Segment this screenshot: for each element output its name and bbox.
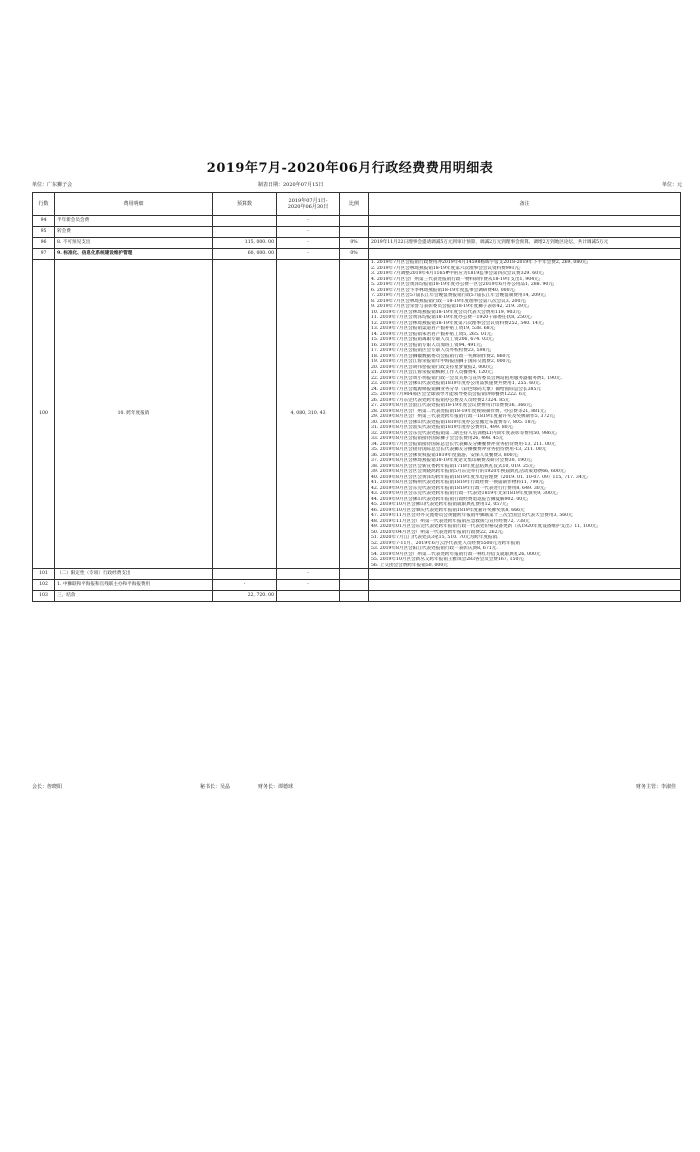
row-name: 三、结余 [55,591,213,602]
header-actual [277,193,340,216]
detail-line: 46. 2019年10月区会肇庆代表处跨年报销1819年度嘉许奖牌奖状8, 666元 [371,507,525,513]
detail-line: 13. 2019年7月区会报销渠道君产假补贴工资19, 538. 68元; [371,326,496,331]
row-no: 94 [33,216,55,227]
detail-line: 8. 2019年7月区会林琦燕报销行政一18-19年度理事会第八次会议3, 200元; [371,298,527,304]
row-actual: - [277,249,340,260]
row-name: 半年新会员会费 [55,216,213,227]
date-label: 制表日期：2020年07月15日 [258,182,324,188]
detail-line: 41. 2019年8月区会梅州代表处跨年报销1819年行政经费一换届制作物料11, 799元; [371,480,545,485]
row-actual: - [277,227,340,238]
detail-line: 36. 2019年8月区会佛贸权报销1819年度旅游、安保人员餐费3, 800元; [371,452,519,458]
row-name: （二）限定性（专项）行政经费支出 [55,569,213,580]
detail-line: 25. 2019年7月904邢区会全球领导才能领导委员会报销讲师餐费1222. 6元 [371,392,527,397]
row-ratio [340,260,369,569]
row-no: 100 [33,260,55,569]
row-ratio: 0% [340,238,369,249]
detail-line: 43. 2019年9月区会东莞代表处跨年报销行政一代表处1819年光荣1819年度颁奖9, 300元; [371,491,558,496]
accountant-signature: 财务主管：李淑佳 [635,784,676,790]
detail-line: 47. 2019年11月区会对外交流委员会黄健跨年报销中狮联第十三次全国会员代表大会费用3, 560元 [371,513,573,518]
currency-label: 单位：元 [661,182,682,188]
detail-line: 40. 2019年8月区会区会黄泽均跨年报销1819年度水电管理费（2019. 01. 10-07. 09）115, 717. 34元; [371,474,588,480]
detail-line: 28. 2019年8月区会广州第二代表处报销18-19年度视频制作费、办公费等21, 881元; [371,408,547,414]
row-detail-list [369,260,681,569]
table-row [33,216,681,227]
header-remark: 备注 [369,193,681,216]
detail-line: 37. 2019年8月区会林琦燕报销18-19年度论文集印刷费及研讨会费30, 190元; [371,458,533,463]
detail-line: 19. 2019年7月区会江蓉荣报销年中海报国狮子国际交流费2, 000元; [371,359,512,364]
detail-line: 1. 2019年7月区会报销行政费用冲2019年4月14598杨晖宇借支2018-2019年下半年会费2, 269, 080元; [371,260,589,265]
detail-line: 35. 2019年8月区会接待国际总会长代表狮友分摊餐费冲业务招待费用-13, 211. 00元 [371,447,547,452]
detail-line: 50. 2020年04月区会广州第一代表处跨年报销行政费22, 262元; [371,529,504,535]
row-remark [369,569,681,580]
row-remark: 2019年11月22日理事会提请调减5万元到审计预算，调减2万元到理事会预算，调增2万到地区论坛，共计调减5万元 [369,238,681,249]
row-budget: 22, 720. 00 [213,591,277,602]
row-actual: - [277,216,340,227]
detail-line: 15. 2019年7月区会报销离职专职人员工资206, 674. 03元; [371,337,495,342]
row-ratio [340,591,369,602]
row-name: 10. 跨年度报销 [55,260,213,569]
detail-line: 34. 2019年7月区会报销接待国际总会长代表狮友分摊餐费冲业务招待费用-13, 211. 00元 [371,441,556,447]
row-ratio [340,216,369,227]
detail-line: 23. 2019年7月区会佛山代表处报销1819年度办公用品快递费共费用1, 255. 60元. [371,381,542,386]
row-no: 97 [33,249,55,260]
cross-year-row [33,260,681,569]
row-remark [369,580,681,591]
detail-line: 32. 2019年8月区会东莞代表处报销第二期主持人培训暨LT内训年度表彰等费用50, 986元; [371,430,558,436]
detail-line: 33. 2019年8月区会报销接待国际狮子会会长费用26, 498. 45元 [371,436,504,441]
row-budget: 60, 000. 00 [213,249,277,260]
row-actual: - [277,238,340,249]
detail-line: 7. 2019年7月区会57届长江年会晚宴费报销行政57届长江年会晚宴制费用14, 209元; [371,293,547,298]
detail-line: 27. 2019年8月区会湛江代表处报销18-19年度会议费费用计印费费36, 366元; [371,403,533,408]
header-ratio: 比例 [340,193,369,216]
row-actual: 4, 080, 310. 43 [277,260,340,569]
row-no: 95 [33,227,55,238]
row-no: 102 [33,580,55,591]
header-row-no: 行数 [33,193,55,216]
detail-line: 26. 2019年7月东莞代表处跨年报销办公费及人员经费27324. 85元 [371,397,510,403]
row-budget [213,227,277,238]
detail-line: 17. 2019年7月区会报销区会专职人员外校检费23, 598元; [371,348,492,353]
row-remark [369,227,681,238]
row-actual: - [277,569,340,580]
detail-line: 3. 2019年7月调整2019年4月1165#中的应为1819监事会第四次会议费329. 60元; [371,271,545,276]
table-row [33,580,681,591]
detail-line: 49. 2020年01月区会东莞代表处跨年报销行政一代表处价格设备更新（从1920年度设备维护支出）11, 100元; [371,524,599,529]
header-row [33,193,681,216]
detail-line: 56. 上交团会会费跨年报销50, 000元 [371,562,448,568]
detail-line: 21. 2019年7月区会江蓉荣报销枫树工作人员餐费4, 120元； [371,370,497,375]
detail-line: 14. 2019年7月区会报销朱君君产假补贴工资5, 265. 01元; [371,331,493,337]
detail-line: 30. 2019年8月区会佛山代表处报销1819年度办公室搬迁布置费等7, 805. 18元; [371,419,537,425]
detail-line: 45. 2019年10月区会佛山代表处跨年报销就职典礼费用12, 057元; [371,502,509,507]
secretary-signature: 秘书长：吴晶 [200,784,231,790]
detail-line: 22. 2019年7月区会周小玥报销行政一会员关系与宣传委员会网站租用服务器服务费1, 190元. [371,375,563,381]
detail-line: 55. 2019年10月区会新丛又跨年报销王雅琪会283各会员会费167, 150元; [371,557,525,562]
header-name: 费用明细 [55,193,213,216]
detail-line: 5. 2019年7月区会黄泽均报销18-19年度办公费一区会2019年6月办公用品1, 288. 90元; [371,282,555,287]
detail-line: 9. 2019年7月区会荣誉与表彰委员会报销18-19年度狮子表彰42, 219. 39元; [371,304,530,309]
row-ratio [340,227,369,238]
detail-line: 54. 2019年9月区会广州第二代表处跨年报销行政一柯红玲借支就职典礼26, 000元 [371,551,541,557]
detail-line: 51. 2020年7月江门代表处其3笔15, 510. 70元为跨年度报销. [371,535,499,540]
row-budget: 115, 000. 00 [213,238,277,249]
row-budget [213,260,277,569]
treasurer-signature: 财务长：谭德球 [258,784,294,790]
detail-line: 42. 2019年9月区会东莞代表处跨年报销1819年行政一代表处行行费用8, 649. 30元; [371,485,546,491]
expense-table [32,192,681,602]
row-name: 转会费 [55,227,213,238]
page-title: 2019年7月-2020年06月行政经费费用明细表 [206,161,494,176]
detail-line: 4. 2019年7月区会广州第三代表处报销行政一物料制作费从18-19年支出1, 904元; [371,276,541,282]
row-no: 96 [33,238,55,249]
row-budget [213,569,277,580]
detail-line: 29. 2019年8月区会广州第三代表处跨年报销行政一1819年度嘉许奖及奖牌制作5, 372元; [371,414,556,419]
row-remark [369,249,681,260]
detail-line: 44. 2019年9月区会佛山代表处跨年报销行政经费退返报告狮夏解902. 00元; [371,496,529,502]
detail-line: 11. 2019年7月区会黄泽均报销18-19年度办公费一1920干部委任状8, 250元; [371,315,532,320]
detail-line: 52. 2019年7-11月、2019年6月云浮代表处人员经费5500元为跨年报销 [371,540,520,546]
header-actual-end: 2020年06月30日 [287,204,329,210]
table-row [33,238,681,249]
row-actual [277,591,340,602]
row-budget [213,216,277,227]
detail-line: 2. 2019年7月区会林琦燕报销18-19年度第六次理事会会议资料费991元; [371,265,521,271]
detail-line: 20. 2019年7月区会胡伟慈报销行政支持星梦童报2, 000元; [371,364,494,370]
detail-line: 18. 2019年7月区会狮徽数据委员会报销行政一奖牌制作费2, 860元 [371,353,511,359]
detail-line: 53. 2019年8月区会阳江代表处报销行政一表彰庆典8, 671元. [371,546,498,551]
header-actual-start: 2019年07月1日- [288,198,328,204]
table-row [33,249,681,260]
row-no: 103 [33,591,55,602]
row-name: 9. 标准化、信息化系统建设维护管理 [55,249,213,260]
table-row [33,569,681,580]
detail-line: 12. 2019年7月区会林琦燕报销18-19年度第六次理事会会议资料费252, 540. 14元; [371,320,545,326]
detail-line: 16. 2019年7月区会报销专职人员加班工资94, 491元; [371,342,483,348]
detail-line: 38. 2019年8月区会区会新宣委跨年报销1718年度总结典礼仪式10, 019. 25元; [371,463,535,469]
unit-label: 单位：广东狮子会 [32,182,73,188]
header-budget: 预算数 [213,193,277,216]
row-ratio: 0% [340,249,369,260]
detail-line: 31. 2019年8月区会汕头代表处报销1819年度办公费用1, 499. 80元; [371,425,514,430]
row-remark [369,216,681,227]
president-signature: 会长：詹晓阳 [32,784,63,790]
row-budget: - [213,580,277,591]
detail-line: 10. 2019年7月区会林琦燕报销18-19年度会员代表大会费用119, 903元; [371,309,522,315]
table-row [33,591,681,602]
detail-line: 39. 2019年8月区会区会黄晓鸿跨年报销5月东莞举行的1920年换届典礼活动策划费66, 600元; [371,469,566,474]
row-remark [369,591,681,602]
detail-line: 48. 2019年11月区会广州第一代表处跨年报销应急救援与宣传经费72, 738元 [371,518,530,524]
row-name: 1. 中狮联和平海报和官残联主办和平海报费用 [55,580,213,591]
row-actual: - [277,580,340,591]
table-row [33,227,681,238]
row-ratio [340,569,369,580]
detail-line: 6. 2019年7月区会卞李林琦燕报销18-19年度监事会调研费40, 000元; [371,287,516,293]
row-no: 101 [33,569,55,580]
detail-line: 24. 2019年7月区会胤源师报销狮业务分享（彩色绿码天象）做给国际总会长385元 [371,386,541,392]
row-name: 8. 不可预见支出 [55,238,213,249]
row-ratio [340,580,369,591]
